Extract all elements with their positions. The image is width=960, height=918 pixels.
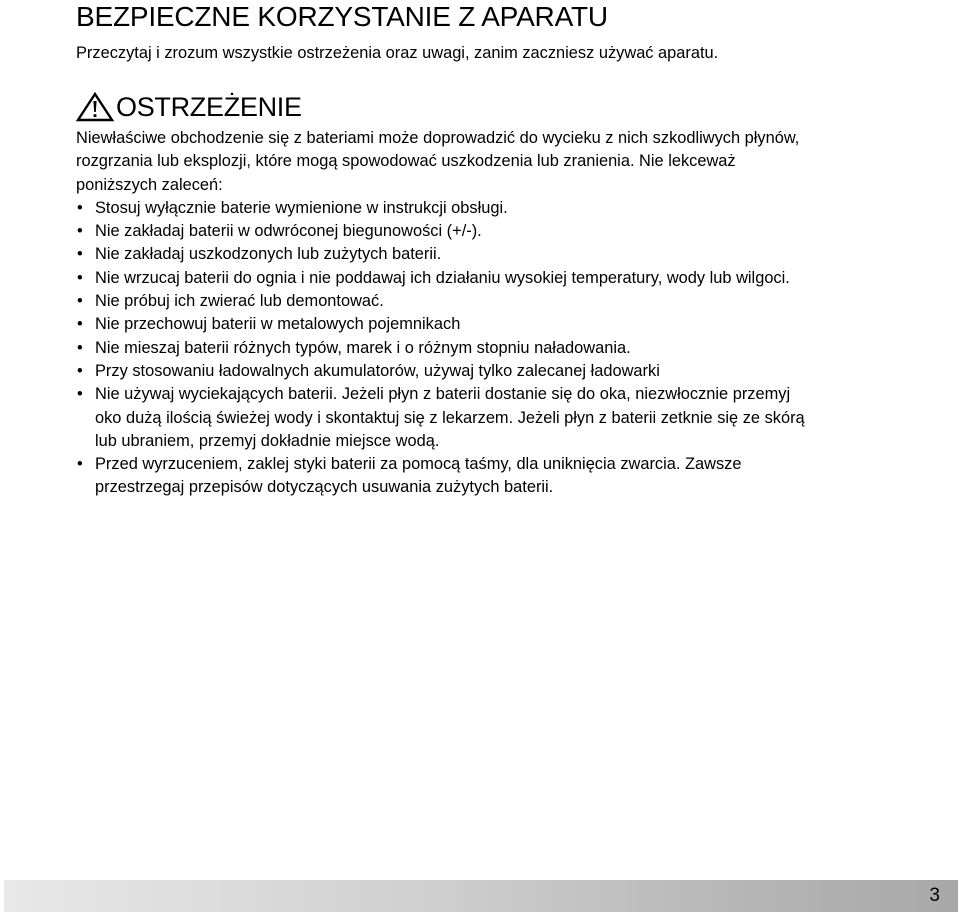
paragraph-line: rozgrzania lub eksplozji, które mogą spowodować uszkodzenia lub zranienia. Nie lekceważ	[76, 152, 736, 171]
bullet-dot: •	[77, 455, 83, 474]
warning-triangle-icon	[76, 92, 114, 122]
bullet-text-line: Nie używaj wyciekających baterii. Jeżeli płyn z baterii dostanie się do oka, niezwłocznie przemyj	[95, 385, 791, 404]
bullet-dot: •	[77, 315, 83, 334]
bullet-item	[76, 337, 946, 360]
bullet-item	[76, 383, 946, 453]
bullet-item	[76, 290, 946, 313]
bullet-item	[76, 220, 946, 243]
bullet-text-line: lub ubraniem, przemyj dokładnie miejsce wodą.	[95, 431, 440, 450]
bullet-dot: •	[77, 222, 83, 241]
bullet-item	[76, 453, 946, 500]
warning-paragraph	[76, 127, 946, 197]
bullet-text-line: Nie zakładaj baterii w odwróconej biegunowości (+/-).	[95, 222, 482, 241]
bullet-dot: •	[77, 361, 83, 380]
warning-heading-label: OSTRZEŻENIE	[116, 92, 302, 122]
bullet-text-line: przestrzegaj przepisów dotyczących usuwania zużytych baterii.	[95, 478, 554, 497]
bullet-item	[76, 360, 946, 383]
bullet-item	[76, 313, 946, 336]
bullet-text-line: Stosuj wyłącznie baterie wymienione w instrukcji obsługi.	[95, 198, 508, 217]
bullet-item	[76, 267, 946, 290]
paragraph-line: Niewłaściwe obchodzenie się z bateriami może doprowadzić do wycieku z nich szkodliwych płynów,	[76, 129, 800, 147]
bullet-dot: •	[77, 338, 83, 357]
bullet-text-line: Przed wyrzuceniem, zaklej styki baterii za pomocą taśmy, dla uniknięcia zwarcia. Zawsze	[95, 455, 742, 474]
bullet-dot: •	[77, 198, 83, 217]
bullet-item	[76, 243, 946, 266]
paragraph-line: poniższych zaleceń:	[76, 175, 223, 194]
warning-body	[76, 127, 946, 500]
page-number: 3	[929, 885, 940, 906]
intro-text: Przeczytaj i zrozum wszystkie ostrzeżenia oraz uwagi, zanim zaczniesz używać aparatu.	[76, 44, 719, 62]
bullet-item	[76, 197, 946, 220]
warning-bullet-list	[76, 197, 946, 500]
bullet-text-line: Przy stosowaniu ładowalnych akumulatorów, używaj tylko zalecanej ładowarki	[95, 361, 660, 380]
bullet-text-line: oko dużą ilością świeżej wody i skontaktuj się z lekarzem. Jeżeli płyn z baterii zetknie się ze skórą	[95, 408, 805, 427]
page-title: BEZPIECZNE KORZYSTANIE Z APARATU	[76, 1, 608, 32]
bullet-dot: •	[77, 245, 83, 264]
bullet-dot: •	[77, 385, 83, 404]
bullet-text-line: Nie wrzucaj baterii do ognia i nie poddawaj ich działaniu wysokiej temperatury, wody lub wilgoci.	[95, 268, 790, 287]
bullet-text-line: Nie próbuj ich zwierać lub demontować.	[95, 292, 384, 311]
bullet-dot: •	[77, 268, 83, 287]
footer-bar	[4, 880, 958, 912]
bullet-dot: •	[77, 292, 83, 311]
warning-heading	[76, 90, 302, 124]
bullet-text-line: Nie przechowuj baterii w metalowych pojemnikach	[95, 315, 461, 334]
bullet-text-line: Nie mieszaj baterii różnych typów, marek i o różnym stopniu naładowania.	[95, 338, 631, 357]
bullet-text-line: Nie zakładaj uszkodzonych lub zużytych baterii.	[95, 245, 442, 264]
